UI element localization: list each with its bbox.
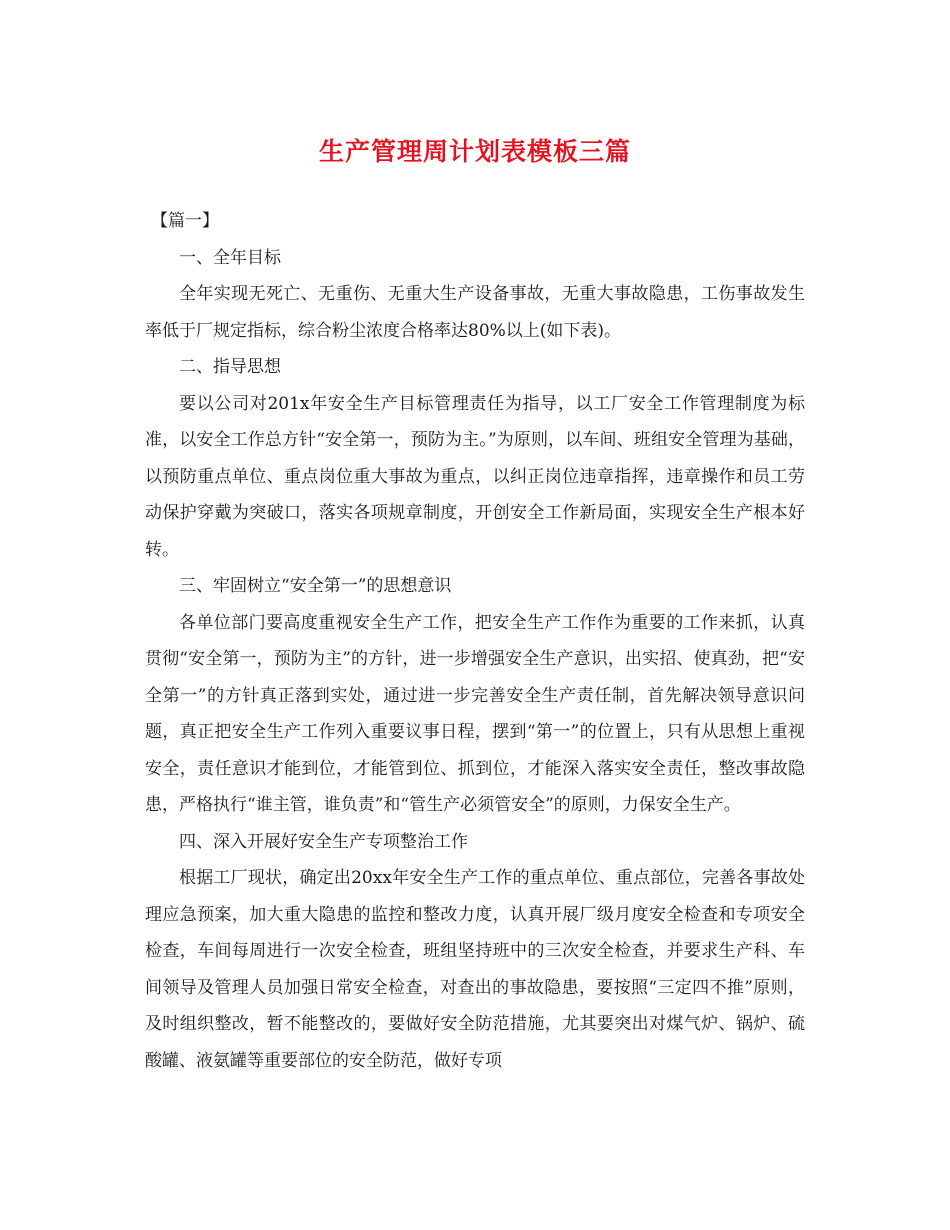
paragraph-guiding-ideology: 要以公司对201x年安全生产目标管理责任为指导，以工厂安全工作管理制度为标准，以安全工作总方针“安全第一，预防为主。”为原则，以车间、班组安全管理为基础，以预防重点单位、重点岗位重大事故为重点，以纠正岗位违章指挥，违章操作和员工劳动保护穿戴为突破口，落实各项规章制度，开创安全工作新局面，实现安全生产根本好转。 <box>145 393 805 560</box>
heading-safety-first: 三、牢固树立“安全第一”的思想意识 <box>179 576 452 596</box>
heading-special-rectification: 四、深入开展好安全生产专项整治工作 <box>179 831 468 852</box>
document-title: 生产管理周计划表模板三篇 <box>318 137 631 166</box>
document-body <box>145 203 805 1079</box>
heading-guiding-ideology: 二、指导思想 <box>179 357 281 377</box>
section-label: 【篇一】 <box>151 211 219 231</box>
paragraph-special-rectification: 根据工厂现状，确定出20xx年安全生产工作的重点单位、重点部位，完善各事故处理应急预案，加大重大隐患的监控和整改力度，认真开展厂级月度安全检查和专项安全检查，车间每周进行一次安全检查，班组坚持班中的三次安全检查，并要求生产科、车间领导及管理人员加强日常安全检查，对查出的事故隐患，要按照“三定四不推”原则，及时组织整改，暂不能整改的，要做好安全防范措施，尤其要突出对煤气炉、锅炉、硫酸罐、液氨罐等重要部位的安全防范，做好专项 <box>145 868 805 1071</box>
paragraph-safety-first: 各单位部门要高度重视安全生产工作，把安全生产工作作为重要的工作来抓，认真贯彻“安全第一，预防为主”的方针，进一步增强安全生产意识，出实招、使真劲，把“安全第一”的方针真正落到实处，通过进一步完善安全生产责任制，首先解决领导意识问题，真正把安全生产工作列入重要议事日程，摆到“第一”的位置上，只有从思想上重视安全，责任意识才能到位，才能管到位、抓到位，才能深入落实安全责任，整改事故隐患，严格执行“谁主管，谁负责”和“管生产必须管安全”的原则，力保安全生产。 <box>145 612 805 815</box>
paragraph-annual-goal: 全年实现无死亡、无重伤、无重大生产设备事故，无重大事故隐患，工伤事故发生率低于厂规定指标，综合粉尘浓度合格率达80%以上(如下表)。 <box>145 284 805 341</box>
heading-annual-goal: 一、全年目标 <box>179 247 281 268</box>
